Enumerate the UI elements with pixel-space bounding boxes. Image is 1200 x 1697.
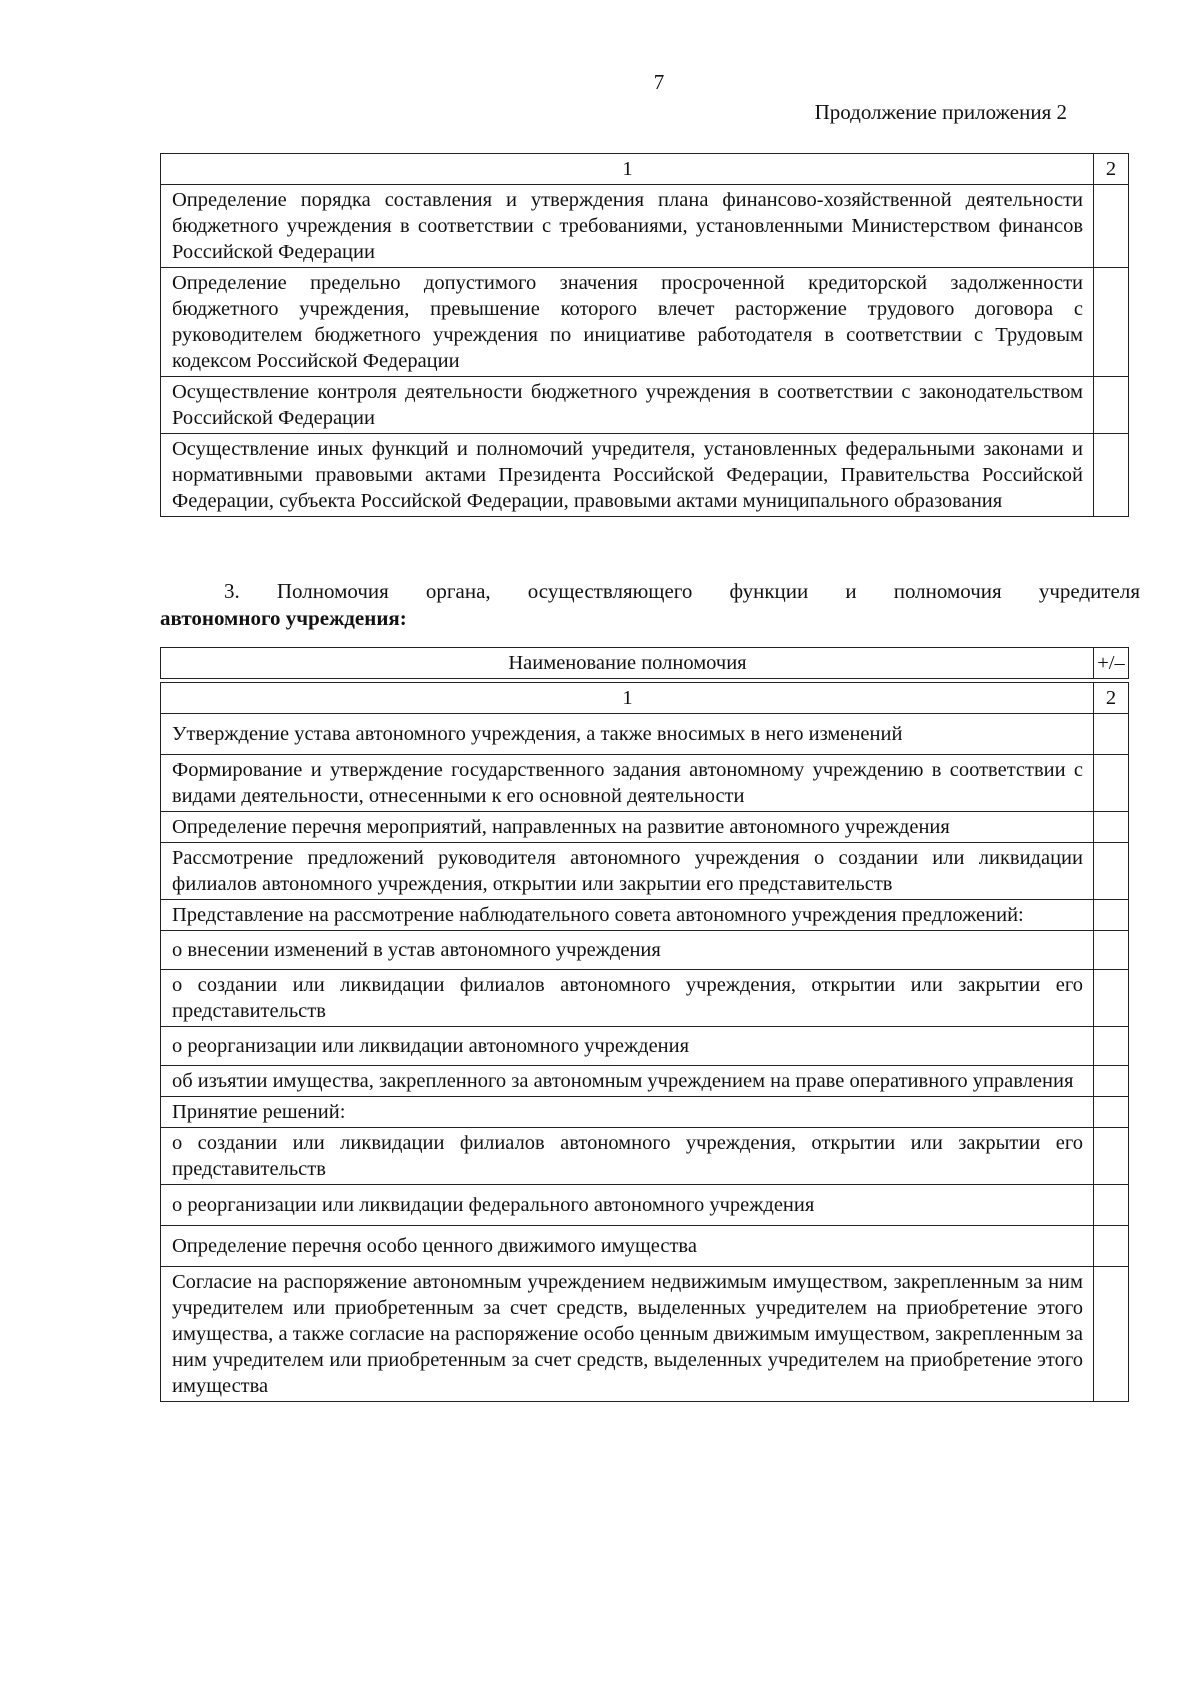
power-description: Определение перечня мероприятий, направленных на развитие автономного учреждения — [161, 812, 1094, 843]
power-mark-cell[interactable] — [1094, 1027, 1129, 1066]
table-row — [161, 1267, 1129, 1402]
power-description: о создании или ликвидации филиалов автономного учреждения, открытии или закрытии его представительств — [161, 970, 1094, 1027]
column-number-2: 2 — [1094, 683, 1129, 714]
table-row — [161, 1128, 1129, 1185]
power-mark-cell[interactable] — [1094, 1097, 1129, 1128]
table-title-row — [161, 648, 1129, 679]
power-description: Представление на рассмотрение наблюдательного совета автономного учреждения предложений: — [161, 900, 1094, 931]
power-description: о внесении изменений в устав автономного учреждения — [161, 931, 1094, 970]
power-description: о реорганизации или ликвидации федерального автономного учреждения — [161, 1185, 1094, 1226]
table-row — [161, 1066, 1129, 1097]
power-description: Утверждение устава автономного учреждения, а также вносимых в него изменений — [161, 714, 1094, 755]
power-mark-cell[interactable] — [1094, 843, 1129, 900]
power-mark-cell[interactable] — [1094, 1066, 1129, 1097]
table-row — [161, 268, 1129, 377]
table-row — [161, 1027, 1129, 1066]
column-number-1: 1 — [161, 154, 1094, 185]
power-description: Согласие на распоряжение автономным учреждением недвижимым имуществом, закрепленным за ним учредителем или приобретенным за счет средств, выделенных учредителем на приобретение этого имущества, а также согласие на распоряжение особо ценным движимым имуществом, закрепленным за ним учредителем или приобретенным за счет средств, выделенных учредителем на приобретение этого имущества — [161, 1267, 1094, 1402]
power-mark-cell[interactable] — [1094, 1267, 1129, 1402]
power-mark-cell[interactable] — [1094, 377, 1129, 434]
table-header-row — [161, 683, 1129, 714]
page-number: 7 — [653, 70, 665, 94]
column-number-2: 2 — [1094, 154, 1129, 185]
header-plus-minus: +/– — [1094, 648, 1129, 679]
section-3-subject: автономного учреждения: — [160, 606, 407, 630]
power-mark-cell[interactable] — [1094, 1128, 1129, 1185]
power-mark-cell[interactable] — [1094, 812, 1129, 843]
power-description: Осуществление контроля деятельности бюджетного учреждения в соответствии с законодательством Российской Федерации — [161, 377, 1094, 434]
powers-table-autonomous — [160, 647, 1129, 1402]
powers-table-budget — [160, 153, 1129, 517]
power-mark-cell[interactable] — [1094, 714, 1129, 755]
power-description: Определение предельно допустимого значения просроченной кредиторской задолженности бюджетного учреждения, превышение которого влечет расторжение трудового договора с руководителем бюджетного учреждения по инициативе работодателя в соответствии с Трудовым кодексом Российской Федерации — [161, 268, 1094, 377]
power-description: о реорганизации или ликвидации автономного учреждения — [161, 1027, 1094, 1066]
table-row — [161, 843, 1129, 900]
power-description: Осуществление иных функций и полномочий учредителя, установленных федеральными законами и нормативными правовыми актами Президента Российской Федерации, Правительства Российской Федерации, субъекта Российской Федерации, правовыми актами муниципального образования — [161, 434, 1094, 517]
table-row — [161, 812, 1129, 843]
power-mark-cell[interactable] — [1094, 434, 1129, 517]
power-description: о создании или ликвидации филиалов автономного учреждения, открытии или закрытии его представительств — [161, 1128, 1094, 1185]
section-3-intro: 3. Полномочия органа, осуществляющего функции и полномочия учредителя — [224, 579, 1140, 603]
column-number-1: 1 — [161, 683, 1094, 714]
table-row — [161, 1226, 1129, 1267]
table-row — [161, 1097, 1129, 1128]
table-row — [161, 755, 1129, 812]
power-description: Определение порядка составления и утверждения плана финансово-хозяйственной деятельности бюджетного учреждения в соответствии с требованиями, установленными Министерством финансов Российской Федерации — [161, 185, 1094, 268]
power-mark-cell[interactable] — [1094, 268, 1129, 377]
table-row — [161, 377, 1129, 434]
table-row — [161, 434, 1129, 517]
table-row — [161, 185, 1129, 268]
power-mark-cell[interactable] — [1094, 1185, 1129, 1226]
table-row — [161, 970, 1129, 1027]
header-name-of-power: Наименование полномочия — [161, 648, 1094, 679]
table-row — [161, 1185, 1129, 1226]
table-row — [161, 931, 1129, 970]
table-row — [161, 900, 1129, 931]
power-description: об изъятии имущества, закрепленного за автономным учреждением на праве оперативного управления — [161, 1066, 1094, 1097]
power-mark-cell[interactable] — [1094, 755, 1129, 812]
power-description: Формирование и утверждение государственного задания автономному учреждению в соответствии с видами деятельности, отнесенными к его основной деятельности — [161, 755, 1094, 812]
table-row — [161, 714, 1129, 755]
section-3-heading — [160, 578, 1140, 632]
power-description: Принятие решений: — [161, 1097, 1094, 1128]
power-description: Рассмотрение предложений руководителя автономного учреждения о создании или ликвидации филиалов автономного учреждения, открытии или закрытии его представительств — [161, 843, 1094, 900]
power-mark-cell[interactable] — [1094, 931, 1129, 970]
power-mark-cell[interactable] — [1094, 185, 1129, 268]
power-description: Определение перечня особо ценного движимого имущества — [161, 1226, 1094, 1267]
power-mark-cell[interactable] — [1094, 970, 1129, 1027]
table-header-row — [161, 154, 1129, 185]
appendix-continuation-note: Продолжение приложения 2 — [814, 100, 1067, 124]
power-mark-cell[interactable] — [1094, 1226, 1129, 1267]
power-mark-cell[interactable] — [1094, 900, 1129, 931]
